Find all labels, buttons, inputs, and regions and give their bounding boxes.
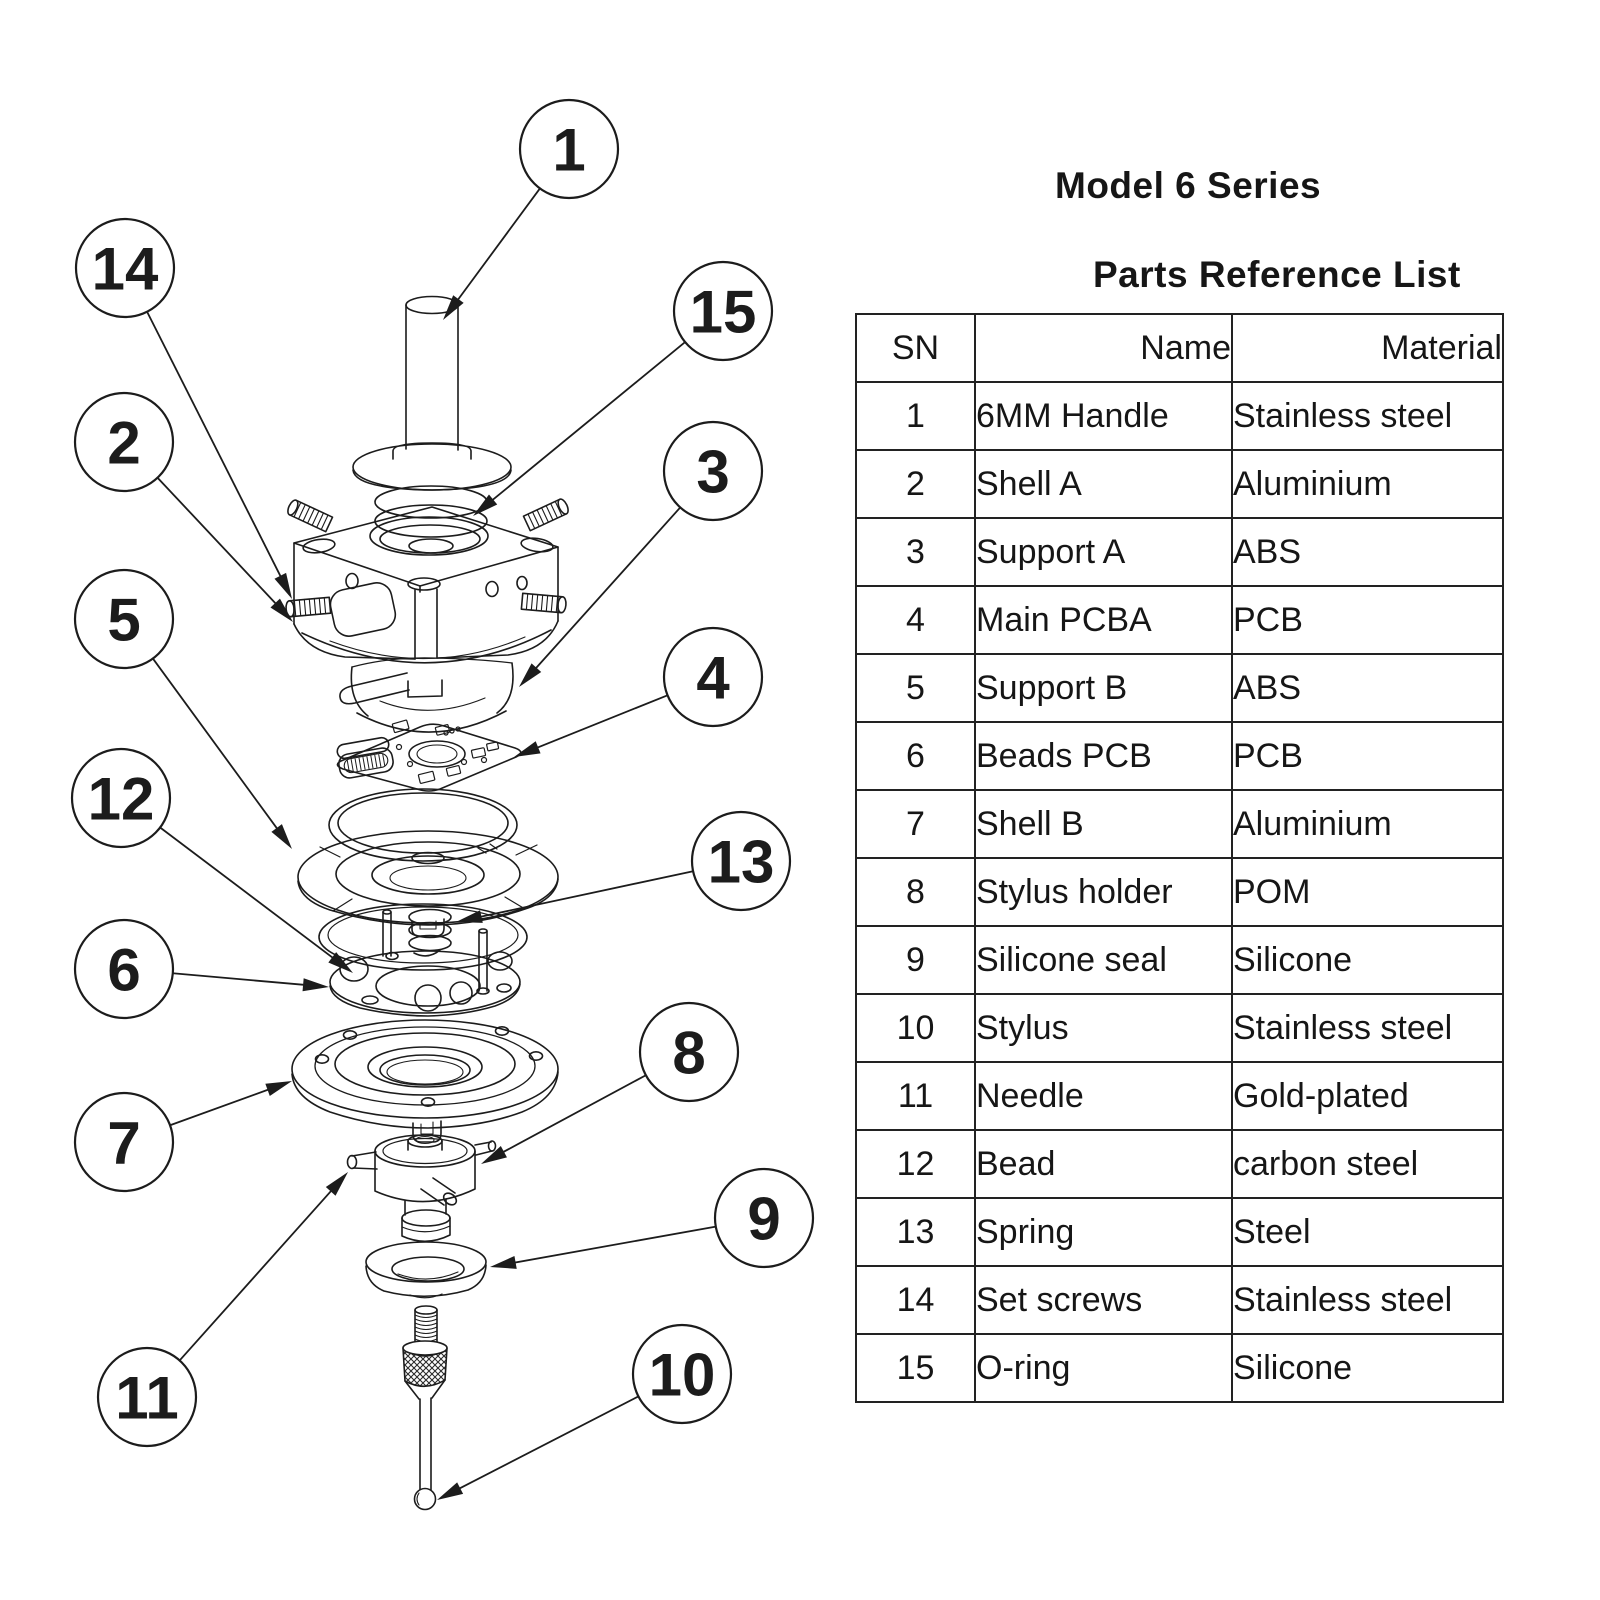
table-row xyxy=(856,654,1503,722)
cell-material: Gold-plated xyxy=(1232,1062,1503,1130)
support-a-part xyxy=(340,658,513,732)
leader-arrowhead xyxy=(303,978,329,991)
leader-arrowhead xyxy=(271,824,292,849)
cell-name: Support A xyxy=(975,518,1232,586)
cell-material: Stainless steel xyxy=(1232,1266,1503,1334)
cell-sn: 14 xyxy=(856,1266,975,1334)
callout-4 xyxy=(514,628,762,757)
cell-material: Aluminium xyxy=(1232,790,1503,858)
leader-arrowhead xyxy=(274,573,292,599)
callout-number: 10 xyxy=(648,1341,716,1409)
cell-sn: 5 xyxy=(856,654,975,722)
cell-name: Shell A xyxy=(975,450,1232,518)
leader-arrowhead xyxy=(456,910,483,923)
column-header-sn: SN xyxy=(856,314,975,382)
cell-name: Spring xyxy=(975,1198,1232,1266)
cell-name: Beads PCB xyxy=(975,722,1232,790)
cell-sn: 12 xyxy=(856,1130,975,1198)
column-header-material: Material xyxy=(1232,314,1503,382)
cell-name: O-ring xyxy=(975,1334,1232,1402)
cell-material: Silicone xyxy=(1232,926,1503,994)
cell-sn: 8 xyxy=(856,858,975,926)
leader-arrowhead xyxy=(481,1146,507,1164)
cell-name: Stylus holder xyxy=(975,858,1232,926)
callout-number: 14 xyxy=(91,235,159,303)
bead xyxy=(415,985,441,1011)
beads-pcb-part xyxy=(330,951,520,1016)
cell-name: Bead xyxy=(975,1130,1232,1198)
cell-sn: 1 xyxy=(856,382,975,450)
table-row xyxy=(856,1266,1503,1334)
set-screw xyxy=(521,593,566,613)
cell-material: PCB xyxy=(1232,722,1503,790)
cell-material: ABS xyxy=(1232,518,1503,586)
cell-sn: 3 xyxy=(856,518,975,586)
cell-sn: 13 xyxy=(856,1198,975,1266)
cell-name: Main PCBA xyxy=(975,586,1232,654)
doc-title: Model 6 Series xyxy=(1055,165,1322,206)
callout-11 xyxy=(98,1172,348,1446)
cell-name: Set screws xyxy=(975,1266,1232,1334)
leader-arrowhead xyxy=(490,1256,517,1269)
table-row xyxy=(856,1130,1503,1198)
usb-connector xyxy=(336,737,394,780)
pcb-components xyxy=(392,720,499,784)
callout-number: 9 xyxy=(747,1185,781,1253)
needle-part xyxy=(348,1152,378,1169)
callout-number: 11 xyxy=(115,1364,179,1432)
table-row xyxy=(856,1198,1503,1266)
cell-sn: 10 xyxy=(856,994,975,1062)
callout-number: 8 xyxy=(672,1019,706,1087)
callout-number: 4 xyxy=(696,644,730,712)
callout-number: 13 xyxy=(707,828,775,896)
stylus-holder-part xyxy=(348,1135,496,1241)
table-row xyxy=(856,858,1503,926)
cell-sn: 2 xyxy=(856,450,975,518)
cell-sn: 11 xyxy=(856,1062,975,1130)
set-screw xyxy=(285,597,330,617)
callout-7 xyxy=(75,1081,292,1191)
callout-number: 5 xyxy=(107,586,141,654)
cell-material: carbon steel xyxy=(1232,1130,1503,1198)
cell-material: Stainless steel xyxy=(1232,994,1503,1062)
spring-part xyxy=(409,910,451,956)
cell-material: Stainless steel xyxy=(1232,382,1503,450)
callout-8 xyxy=(481,1003,738,1164)
set-screws-part xyxy=(285,498,570,617)
table-row xyxy=(856,1334,1503,1402)
table-row xyxy=(856,1062,1503,1130)
cell-material: Aluminium xyxy=(1232,450,1503,518)
doc-subtitle: Parts Reference List xyxy=(1093,254,1461,295)
callout-number: 3 xyxy=(696,438,730,506)
table-row xyxy=(856,790,1503,858)
callout-10 xyxy=(437,1325,731,1500)
cell-sn: 7 xyxy=(856,790,975,858)
callout-6 xyxy=(75,920,329,1018)
leader-arrowhead xyxy=(265,1081,292,1096)
table-row xyxy=(856,518,1503,586)
shell-a-part xyxy=(294,507,558,663)
callout-number: 12 xyxy=(87,765,155,833)
cell-material: POM xyxy=(1232,858,1503,926)
set-screw xyxy=(523,498,570,531)
table-row xyxy=(856,722,1503,790)
column-header-name: Name xyxy=(975,314,1232,382)
cell-material: Steel xyxy=(1232,1198,1503,1266)
cell-sn: 9 xyxy=(856,926,975,994)
callout-9 xyxy=(490,1169,813,1269)
callout-number: 7 xyxy=(107,1109,141,1177)
cell-sn: 15 xyxy=(856,1334,975,1402)
callout-number: 1 xyxy=(552,116,586,184)
callout-number: 2 xyxy=(107,409,141,477)
table-row xyxy=(856,926,1503,994)
parts-table xyxy=(855,313,1504,1403)
cell-material: PCB xyxy=(1232,586,1503,654)
cell-name: Needle xyxy=(975,1062,1232,1130)
set-screw xyxy=(286,499,333,532)
table-header-row xyxy=(856,314,1503,382)
silicone-seal-part xyxy=(366,1242,486,1298)
leader-arrowhead xyxy=(443,295,464,320)
leader-arrowhead xyxy=(437,1482,463,1500)
support-b-part xyxy=(298,831,558,936)
cell-name: Shell B xyxy=(975,790,1232,858)
cell-name: Silicone seal xyxy=(975,926,1232,994)
handle-part xyxy=(353,297,511,491)
table-row xyxy=(856,382,1503,450)
stylus-part xyxy=(403,1306,447,1510)
table-row xyxy=(856,450,1503,518)
main-pcba-part xyxy=(336,720,521,791)
callout-1 xyxy=(443,100,618,320)
cell-sn: 6 xyxy=(856,722,975,790)
table-row xyxy=(856,586,1503,654)
cell-name: Support B xyxy=(975,654,1232,722)
cell-material: Silicone xyxy=(1232,1334,1503,1402)
callout-number: 15 xyxy=(689,278,757,346)
cell-sn: 4 xyxy=(856,586,975,654)
callout-number: 6 xyxy=(107,936,141,1004)
shell-b-part xyxy=(292,1020,558,1142)
cell-material: ABS xyxy=(1232,654,1503,722)
table-row xyxy=(856,994,1503,1062)
cell-name: Stylus xyxy=(975,994,1232,1062)
cell-name: 6MM Handle xyxy=(975,382,1232,450)
